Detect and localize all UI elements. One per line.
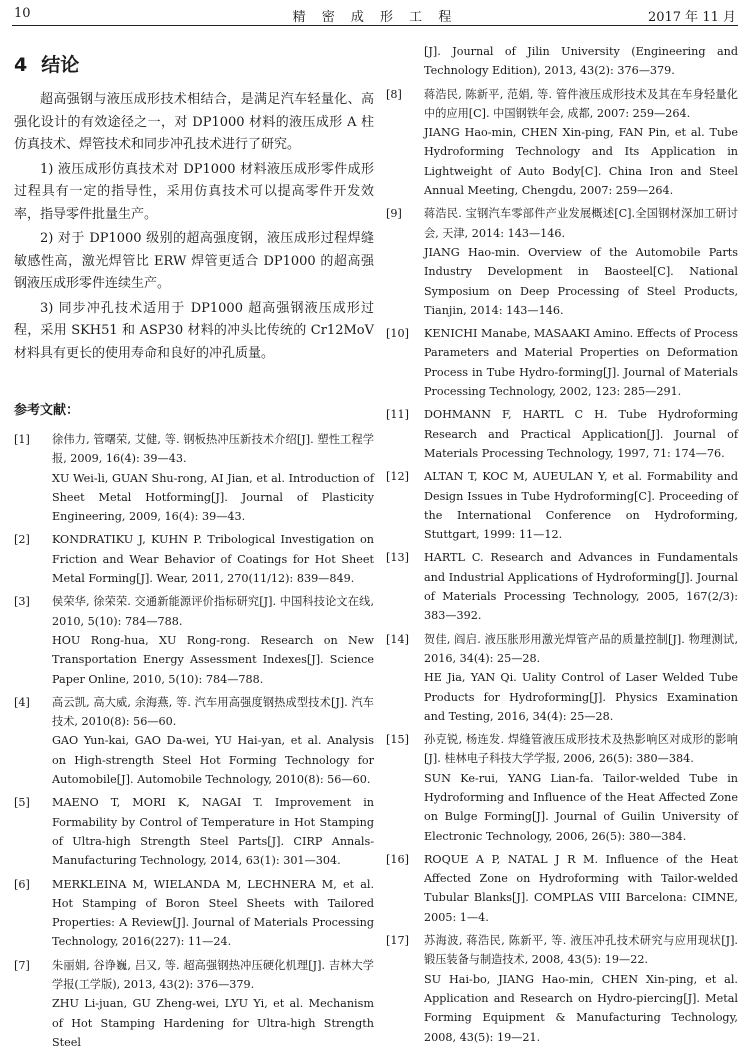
reference-line: 侯荣华, 徐荣荣. 交通新能源评价指标研究[J]. 中国科技论文在线, 2010, 5(10): 784—788. <box>52 595 374 628</box>
reference-line: KENICHI Manabe, MASAAKI Amino. Effects of Process Parameters and Material Properties on Deformation Process in Tube Hydro-forming[J]. Journal of Materials Processing Technology, 2002, 123: 285—291. <box>424 327 738 399</box>
reference-number: [13] <box>386 551 409 565</box>
reference-text <box>424 85 738 201</box>
reference-line: HOU Rong-hua, XU Rong-rong. Research on New Transportation Energy Assessment Indexes[J]. Science Paper Online, 2010, 5(10): 784—788. <box>52 633 374 686</box>
reference-item <box>386 730 738 846</box>
reference-number: [16] <box>386 852 409 866</box>
reference-text <box>52 793 374 870</box>
reference-line: 贺佳, 阎启. 液压胀形用激光焊管产品的质量控制[J]. 物理测试, 2016, 34(4): 25—28. <box>424 632 738 665</box>
reference-text <box>52 693 374 789</box>
reference-item <box>14 430 374 526</box>
reference-text <box>52 592 374 688</box>
reference-number: [1] <box>14 433 30 446</box>
reference-line: 孙克锐, 杨连发. 焊缝管液压成形技术及热影响区对成形的影响[J]. 桂林电子科技大学学报, 2006, 26(5): 380—384. <box>424 733 738 766</box>
reference-line: GAO Yun-kai, GAO Da-wei, YU Hai-yan, et al. Analysis on High-strength Steel Hot Forming Technology for Automobile[J]. Automobile Technology, 2010(8): 56—60. <box>52 734 374 787</box>
reference-line: XU Wei-li, GUAN Shu-rong, AI Jian, et al. Introduction of Sheet Metal Hotforming[J]. Journal of Plasticity Engineering, 2009, 16(4): 39—43. <box>52 471 374 524</box>
reference-text <box>424 630 738 726</box>
reference-list-left <box>14 430 374 1052</box>
left-column <box>14 42 374 1056</box>
reference-item <box>386 85 738 201</box>
reference-line: ROQUE A P, NATAL J R M. Influence of the Heat Affected Zone on Hydroforming with Tailor-welded Tubular Blanks[J]. COMPLAS VIII Barcelona: CIMNE, 2005: 1—4. <box>424 852 738 924</box>
reference-number: [15] <box>386 733 409 747</box>
reference-continuation: [J]. Journal of Jilin University (Engineering and Technology Edition), 2013, 43(2): 376—379. <box>424 45 738 78</box>
reference-line: 苏海波, 蒋浩民, 陈新平, 等. 液压冲孔技术研究与应用现状[J]. 锻压装备与制造技术, 2008, 43(5): 19—22. <box>424 934 738 967</box>
reference-line: 高云凯, 高大威, 余海燕, 等. 汽车用高强度钢热成型技术[J]. 汽车技术, 2010(8): 56—60. <box>52 695 374 729</box>
reference-item <box>386 204 738 320</box>
reference-text <box>52 530 374 588</box>
reference-text <box>424 324 738 401</box>
reference-item <box>14 592 374 688</box>
reference-item <box>386 931 738 1047</box>
reference-text <box>424 730 738 846</box>
reference-item <box>386 548 738 625</box>
reference-text <box>52 875 374 952</box>
reference-number: [7] <box>14 958 30 972</box>
reference-line: MAENO T, MORI K, NAGAI T. Improvement in Formability by Control of Temperature in Hot Stamping of Ultra-high Strength Steel Parts[J]. CIRP Annals-Manufacturing Technology, 2014, 63(1): 301—304. <box>52 796 374 868</box>
reference-number: [11] <box>386 408 409 422</box>
reference-line: SU Hai-bo, JIANG Hao-min, CHEN Xin-ping, et al. Application and Research on Hydro-piercing[J]. Metal Forming Equipment & Manufacturing Technology, 2008, 43(5): 19—21. <box>424 972 738 1044</box>
reference-line: 朱丽娟, 谷诤巍, 吕又, 等. 超高强钢热冲压硬化机理[J]. 吉林大学学报(工学版), 2013, 43(2): 376—379. <box>52 958 374 992</box>
reference-text <box>424 931 738 1047</box>
reference-number: [17] <box>386 934 409 948</box>
reference-item <box>386 467 738 544</box>
header-rule <box>12 25 738 26</box>
journal-title: 精 密 成 形 工 程 <box>292 10 458 25</box>
reference-line: ZHU Li-juan, GU Zheng-wei, LYU Yi, et al. Mechanism of Hot Stamping Hardening for Ultra-high Strength Steel <box>52 997 374 1049</box>
reference-line: KONDRATIKU J, KUHN P. Tribological Investigation on Friction and Wear Behavior of Coatings for Hot Sheet Metal Forming[J]. Wear, 2011, 270(11/12): 839—849. <box>52 533 374 586</box>
reference-text <box>52 956 374 1052</box>
reference-line: JIANG Hao-min. Overview of the Automobile Parts Industry Development in Baosteel[C]. National Symposium on Deep Processing of Steel Products, Tianjin, 2014: 143—146. <box>424 245 738 317</box>
reference-text <box>424 850 738 927</box>
section-number: 4 <box>14 54 28 76</box>
paragraph: 超高强钢与液压成形技术相结合，是满足汽车轻量化、高强化设计的有效途径之一，对 DP1000 材料的液压成形 A 柱仿真技术、焊管技术和同步冲孔技术进行了研究。 <box>14 92 374 152</box>
reference-line: DOHMANN F, HARTL C H. Tube Hydroforming Research and Practical Application[J]. Journal of Materials Processing Technology, 1997, 71: 174—76. <box>424 408 738 460</box>
reference-text <box>424 405 738 463</box>
reference-line: HARTL C. Research and Advances in Fundamentals and Industrial Applications of Hydroforming[J]. Journal of Materials Processing Technology, 2005, 167(2/3): 383—392. <box>424 551 738 623</box>
reference-line: 蒋浩民. 宝钢汽车零部件产业发展概述[C].全国钢材深加工研讨会, 天津, 2014: 143—146. <box>424 207 738 240</box>
reference-item <box>14 875 374 952</box>
reference-line: HE Jia, YAN Qi. Uality Control of Laser Welded Tube Products for Hydroforming[J]. Physics Examination and Testing, 2016, 34(4): 25—28. <box>424 671 738 723</box>
reference-item <box>14 793 374 870</box>
section-title: 结论 <box>41 54 80 76</box>
right-column <box>386 42 738 1051</box>
reference-number: [4] <box>14 695 30 709</box>
reference-text <box>424 204 738 320</box>
paragraph: 1) 液压成形仿真技术对 DP1000 材料液压成形零件成形过程具有一定的指导性，采用仿真技术可以提高零件开发效率，指导零件批量生产。 <box>14 161 374 222</box>
reference-line: JIANG Hao-min, CHEN Xin-ping, FAN Pin, et al. Tube Hydroforming Technology and Its Application in Lightweight of Auto Body[C]. China Iron and Steel Annual Meeting, Chengdu, 2007: 259—264. <box>424 126 738 198</box>
paragraph: 3) 同步冲孔技术适用于 DP1000 超高强钢液压成形过程，采用 SKH51 和 ASP30 材料的冲头比传统的 Cr12MoV 材料具有更长的使用寿命和良好的冲孔质量。 <box>14 300 374 361</box>
reference-number: [10] <box>386 327 409 341</box>
reference-item <box>14 530 374 588</box>
reference-number: [14] <box>386 632 409 646</box>
reference-text <box>424 467 738 544</box>
reference-line: MERKLEINA M, WIELANDA M, LECHNERA M, et al. Hot Stamping of Boron Steel Sheets with Tailored Properties: A Review[J]. Journal of Materials Processing Technology, 2016(227): 11—24. <box>52 877 374 949</box>
reference-item <box>386 630 738 726</box>
reference-number: [12] <box>386 470 409 484</box>
reference-number: [5] <box>14 796 30 810</box>
reference-number: [9] <box>386 207 402 221</box>
reference-line: 蒋浩民, 陈新平, 范娟, 等. 管件液压成形技术及其在车身轻量化中的应用[C]. 中国钢铁年会, 成都, 2007: 259—264. <box>424 87 738 120</box>
reference-line: 徐伟力, 管曙荣, 艾健, 等. 钢板热冲压新技术介绍[J]. 塑性工程学报, 2009, 16(4): 39—43. <box>52 433 374 466</box>
reference-item <box>386 324 738 401</box>
reference-text <box>424 548 738 625</box>
reference-item <box>14 956 374 1052</box>
reference-item <box>386 850 738 927</box>
reference-number: [3] <box>14 595 30 609</box>
reference-item <box>14 693 374 789</box>
reference-line: SUN Ke-rui, YANG Lian-fa. Tailor-welded Tube in Hydroforming and Influence of the Heat Affected Zone on Bulge Forming[J]. Journal of Guilin University of Electronic Technology, 2006, 26(5): 380—384. <box>424 771 738 843</box>
reference-number: [2] <box>14 533 30 547</box>
issue-date: 2017 年 11 月 <box>647 10 736 25</box>
reference-list-right <box>386 85 738 1047</box>
reference-text <box>52 430 374 526</box>
reference-item <box>386 405 738 463</box>
reference-number: [6] <box>14 877 30 891</box>
reference-number: [8] <box>386 87 402 101</box>
paragraph: 2) 对于 DP1000 级别的超高强度钢，液压成形过程焊缝敏感性高，激光焊管比 ERW 焊管更适合 DP1000 的超高强钢液压成形零件连续生产。 <box>14 231 374 291</box>
section-heading <box>14 50 374 77</box>
page-number: 10 <box>14 6 31 21</box>
references-heading: 参考文献： <box>14 403 80 418</box>
reference-line: ALTAN T, KOC M, AUEULAN Y, et al. Formability and Design Issues in Tube Hydroforming[C]. Proceeding of the International Conference on Hydroforming, Stuttgart, 1999: 11—12. <box>424 470 738 542</box>
